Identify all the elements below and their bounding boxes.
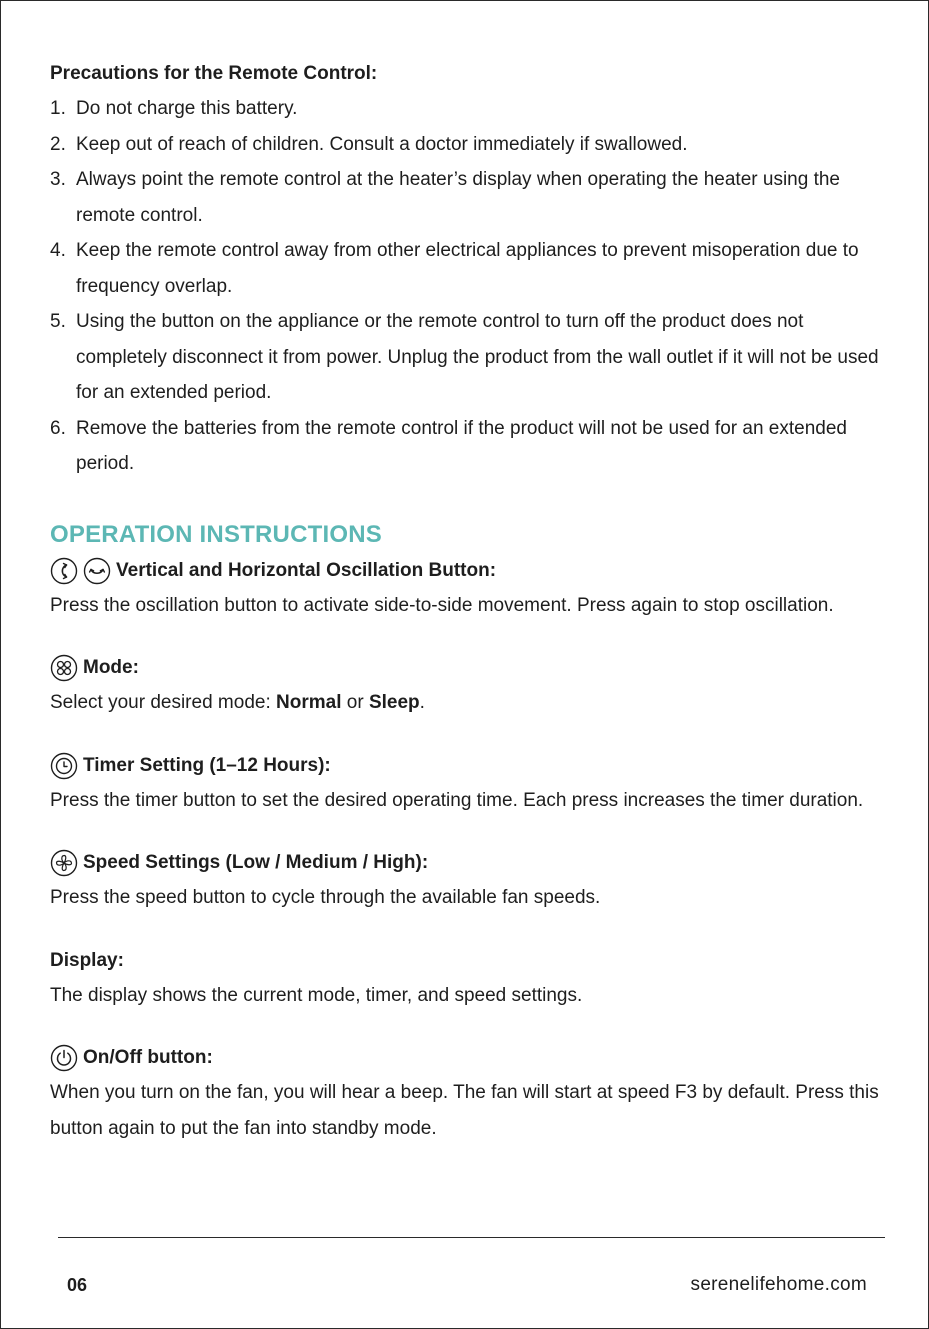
list-item-number: 2. (50, 133, 66, 155)
mode-title: Mode: (83, 657, 139, 678)
list-item (50, 162, 890, 233)
oscillation-section (50, 556, 890, 624)
list-item-number: 5. (50, 311, 66, 332)
display-section (50, 946, 890, 1014)
website-link[interactable]: serenelifehome.com (690, 1274, 867, 1295)
power-icon (50, 1044, 78, 1072)
mode-header (50, 653, 890, 683)
footer-divider (58, 1237, 885, 1238)
power-header (50, 1043, 890, 1073)
oscillation-description: Press the oscillation button to activate side-to-side movement. Press again to stop oscillation. (50, 594, 834, 616)
list-item-text: Using the button on the appliance or the remote control to turn off the product does not completely disconnect it from power. Unplug the product from the wall outlet if it will not be used for an extended period. (76, 311, 879, 403)
list-item-number: 6. (50, 417, 66, 439)
mode-body-prefix: Select your desired mode: (50, 692, 277, 713)
power-title: On/Off button: (83, 1047, 213, 1068)
precautions-section (50, 61, 890, 482)
timer-title: Timer Setting (1–12 Hours): (83, 754, 331, 776)
speed-header (50, 848, 890, 878)
display-title: Display: (50, 949, 124, 971)
list-item (50, 91, 890, 127)
timer-header (50, 751, 890, 781)
list-item-text: Always point the remote control at the heater’s display when operating the heater using the remote control. (76, 169, 840, 226)
list-item (50, 233, 890, 304)
precautions-list (50, 91, 890, 482)
list-item (50, 127, 890, 163)
oscillation-header (50, 556, 890, 586)
list-item-text: Remove the batteries from the remote control if the product will not be used for an extended period. (76, 417, 847, 474)
mode-section (50, 653, 890, 721)
list-item (50, 304, 890, 411)
vertical-oscillation-icon (50, 557, 78, 585)
timer-section (50, 751, 890, 819)
fan-speed-icon (50, 849, 78, 877)
mode-option-normal: Normal (276, 692, 342, 713)
timer-description: Press the timer button to set the desired operating time. Each press increases the timer duration. (50, 789, 864, 811)
mode-icon (50, 654, 78, 682)
mode-description (50, 685, 890, 721)
precautions-title: Precautions for the Remote Control: (50, 63, 378, 84)
list-item-number: 4. (50, 240, 66, 261)
speed-title: Speed Settings (Low / Medium / High): (83, 852, 429, 873)
horizontal-oscillation-icon (83, 557, 111, 585)
mode-body-suffix: . (419, 692, 425, 713)
page-number: 06 (67, 1275, 88, 1295)
timer-icon (50, 752, 78, 780)
display-header (50, 946, 890, 976)
page-content (50, 61, 890, 1146)
oscillation-title: Vertical and Horizontal Oscillation Button: (116, 559, 497, 581)
list-item (50, 411, 890, 482)
display-description: The display shows the current mode, timer, and speed settings. (50, 984, 583, 1006)
mode-option-sleep: Sleep (368, 692, 420, 713)
mode-connector: or (341, 692, 369, 713)
speed-section (50, 848, 890, 916)
list-item-text: Keep the remote control away from other electrical appliances to prevent misoperation due to frequency overlap. (76, 240, 859, 297)
list-item-number: 3. (50, 169, 66, 190)
list-item-number: 1. (50, 98, 66, 119)
list-item-text: Do not charge this battery. (76, 98, 298, 119)
power-section (50, 1043, 890, 1146)
speed-description: Press the speed button to cycle through the available fan speeds. (50, 887, 601, 908)
power-description: When you turn on the fan, you will hear a beep. The fan will start at speed F3 by default. Press this button again to put the fan into standby mode. (50, 1082, 879, 1139)
operation-instructions-title: OPERATION INSTRUCTIONS (50, 520, 382, 548)
list-item-text: Keep out of reach of children. Consult a doctor immediately if swallowed. (76, 133, 688, 155)
